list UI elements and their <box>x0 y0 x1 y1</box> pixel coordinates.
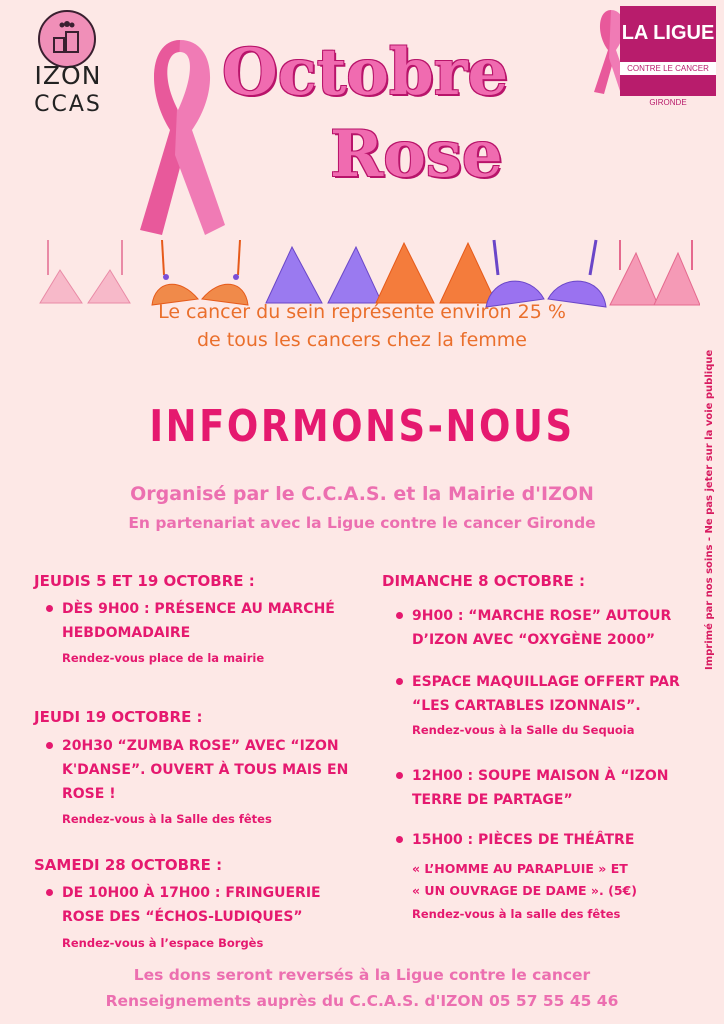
bullet-icon <box>46 742 53 749</box>
ligue-name: LA LIGUE <box>621 22 715 44</box>
bullet-icon <box>46 889 53 896</box>
footer-line2: Renseignements auprès du C.C.A.S. d'IZON 05 57 55 45 46 <box>105 992 619 1010</box>
bra-icon <box>610 240 700 305</box>
bullet-icon <box>396 836 403 843</box>
rendezvous-text: Rendez-vous à la Salle du Sequoia <box>412 723 635 737</box>
item-text: 15H00 : PIÈCES DE THÉÂTRE <box>412 832 635 848</box>
bullet-icon <box>396 678 403 685</box>
list-item <box>412 604 702 652</box>
list-item <box>62 734 362 806</box>
ligue-subtitle: CONTRE LE CANCER <box>620 62 716 75</box>
bullet-icon <box>46 605 53 612</box>
item-text: DÈS 9H00 : PRÉSENCE AU MARCHÉ HEBDOMADAIRE <box>62 601 335 641</box>
list-item <box>412 828 702 852</box>
rendezvous-text: Rendez-vous à la Salle des fêtes <box>62 812 272 826</box>
organizer-line2: En partenariat avec la Ligue contre le cancer Gironde <box>128 514 596 532</box>
ligue-logo <box>620 6 716 96</box>
play-title-1: « L’HOMME AU PARAPLUIE » ET <box>412 861 628 876</box>
bra-icon <box>486 240 606 307</box>
play-title-2: « UN OUVRAGE DE DAME ». (5€) <box>412 883 637 898</box>
item-text: DE 10H00 À 17H00 : FRINGUERIE ROSE DES “ÉCHOS-LUDIQUES” <box>62 885 321 925</box>
section-heading: JEUDIS 5 ET 19 OCTOBRE : <box>34 572 255 590</box>
ligue-region: GIRONDE <box>649 98 687 107</box>
bra-icon <box>376 243 496 303</box>
izon-label: IZON <box>34 61 102 90</box>
list-item <box>62 597 372 645</box>
side-note <box>700 230 724 670</box>
list-item <box>412 764 702 812</box>
bra-icon <box>152 240 248 305</box>
list-item <box>412 670 702 718</box>
item-text: 12H00 : SOUPE MAISON À “IZON TERRE DE PARTAGE” <box>412 768 669 808</box>
section-heading: JEUDI 19 OCTOBRE : <box>34 708 203 726</box>
footer-line1: Les dons seront reversés à la Ligue contre le cancer <box>133 966 591 984</box>
item-text: 20H30 “ZUMBA ROSE” AVEC “IZON K'DANSE”. OUVERT À TOUS MAIS EN ROSE ! <box>62 738 349 802</box>
rendezvous-text: Rendez-vous place de la mairie <box>62 651 265 665</box>
ccas-label: CCAS <box>34 92 102 117</box>
headline: INFORMONS-NOUS <box>149 401 575 452</box>
izon-logo-icon <box>38 10 96 68</box>
bra-icon <box>40 240 130 303</box>
section-heading: SAMEDI 28 OCTOBRE : <box>34 856 223 874</box>
rendezvous-text: Rendez-vous à l’espace Borgès <box>62 936 264 950</box>
item-text: 9H00 : “MARCHE ROSE” AUTOUR D’IZON AVEC “OXYGÈNE 2000” <box>412 608 672 648</box>
bullet-icon <box>396 612 403 619</box>
bra-icon <box>266 247 382 303</box>
item-text: ESPACE MAQUILLAGE OFFERT PAR “LES CARTABLES IZONNAIS”. <box>412 674 680 714</box>
side-note-text: Imprimé par nos soins - Ne pas jeter sur la voie publique <box>704 349 715 670</box>
bullet-icon <box>396 772 403 779</box>
lead-line2: de tous les cancers chez la femme <box>196 329 527 351</box>
list-item <box>62 881 362 929</box>
organizer-line1: Organisé par le C.C.A.S. et la Mairie d'IZON <box>130 483 594 505</box>
lead-line1: Le cancer du sein représente environ 25 % <box>158 301 566 323</box>
title-line1: Octobre <box>222 35 509 110</box>
title-line2: Rose <box>330 117 503 192</box>
rendezvous-text: Rendez-vous à la salle des fêtes <box>412 907 621 921</box>
section-heading: DIMANCHE 8 OCTOBRE : <box>382 572 586 590</box>
